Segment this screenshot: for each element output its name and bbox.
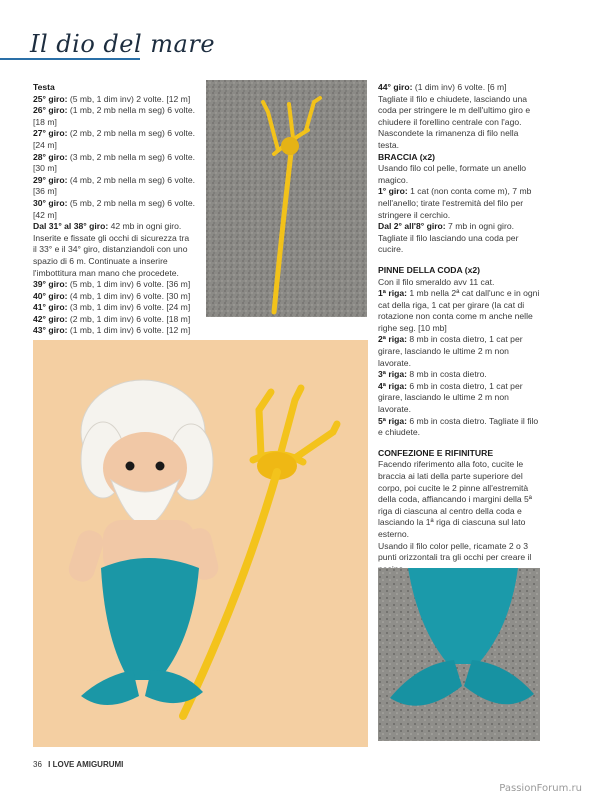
section-heading: CONFEZIONE E RIFINITURE [378,447,494,458]
row-text: Inserite e fissate gli occhi di sicurezza tra il 33° e il 34° giro, distanziandoli con uno spazio di 6 m. Continuate a inserire l'imbottitura man mano che procedete. [33,232,190,278]
row-text: Con il filo smeraldo avv 11 cat. [378,276,495,287]
row-text: (1 mb, 1 dim inv) 6 volte. [12 m] [67,325,191,336]
instruction-row [378,233,540,256]
instruction-row [33,94,195,106]
row-text: (2 mb, 1 dim inv) 6 volte. [18 m] [67,313,191,324]
row-text: (5 mb, 1 dim inv) 6 volte. [36 m] [67,279,191,290]
instruction-row [33,221,195,233]
instruction-row [33,325,195,337]
left-text-column [33,82,195,337]
row-label: 39° giro: [33,279,68,290]
row-text: 8 mb in costa dietro. [406,369,487,380]
row-label: 1ª riga: [378,288,407,299]
instruction-row [378,82,540,94]
row-text: 7 mb in ogni giro. [445,221,514,232]
instruction-row [378,221,540,233]
instruction-row [33,279,195,291]
photo-trident-on-sand [206,80,367,317]
row-text: Tagliate il filo e chiudete, lasciando una coda per stringere le m dell'ultimo giro e chiudere il forellino centrale con l'ago. Nascondete la rimanenza di filo nella testa. [378,93,531,150]
instruction-row [33,152,195,175]
row-label: 40° giro: [33,290,68,301]
row-text: 8 mb in costa dietro, 1 cat per girare, lasciando le ultime 2 m non lavorate. [378,334,523,368]
row-label: 28° giro: [33,151,68,162]
instruction-row [33,291,195,303]
row-label: 27° giro: [33,128,68,139]
row-text: Usando filo col pelle, formate un anello magico. [378,163,527,185]
row-text: Facendo riferimento alla foto, cucite le braccia ai lati della parte superiore del corpo, poi cucite le 2 pinne all'estremità della coda, affiancando i margini della 5ª riga di ciascuna al centro della coda e lasciando la 1ª riga di ciascuna sul lato esterno. [378,459,532,539]
row-label: Dal 31° al 38° giro: [33,221,109,232]
row-text: (4 mb, 1 dim inv) 6 volte. [30 m] [67,290,191,301]
section-heading: PINNE DELLA CODA (x2) [378,264,481,275]
instruction-row [378,277,540,289]
row-label: 2ª riga: [378,334,407,345]
row-text: Tagliate il filo lasciando una coda per cucire. [378,232,519,255]
row-label: 26° giro: [33,105,68,116]
watermark: PassionForum.ru [499,783,582,794]
instruction-row [378,334,540,369]
instruction-row [378,163,540,186]
instruction-row [378,288,540,334]
row-label: 25° giro: [33,93,68,104]
instruction-row [33,128,195,151]
instruction-row [33,175,195,198]
instruction-row [378,381,540,416]
page-title: Il dio del mare [30,30,216,58]
row-label: 42° giro: [33,313,68,324]
row-label: 43° giro: [33,325,68,336]
page-number: 36 [33,760,42,769]
row-text: 42 mb in ogni giro. [108,221,182,232]
row-text: (1 dim inv) 6 volte. [6 m] [412,82,507,92]
instruction-row [378,416,540,439]
row-label: 29° giro: [33,174,68,185]
row-label: 1° giro: [378,186,408,197]
instruction-list [378,82,540,152]
row-text: (5 mb, 2 mb nella m seg) 6 volte. [42 m] [33,197,196,220]
instruction-row [378,459,540,540]
instruction-list [33,94,195,337]
instruction-row [33,302,195,314]
row-text: 1 mb nella 2ª cat dall'unc e in ogni cat della riga, 1 cat per girare (la cat di rotazione non conta come m anche nelle righe seg. [10 mb] [378,288,540,333]
row-text: (2 mb, 2 mb nella m seg) 6 volte. [24 m] [33,128,196,150]
row-text: 6 mb in costa dietro. Tagliate il filo e chiudete. [378,415,539,438]
magazine-name: I LOVE AMIGURUMI [48,760,124,769]
row-label: Dal 2° all'8° giro: [378,221,446,232]
instruction-row [378,186,540,221]
instruction-row [33,105,195,128]
row-text: Usando il filo color pelle, ricamate 2 o 3 punti orizzontali tra gli occhi per creare il [378,540,532,563]
row-text: 1 cat (non conta come m), 7 mb nell'anello; tirate l'estremità del filo per stringere il cerchio. [378,186,532,220]
row-label: 44° giro: [378,82,413,92]
photo-tail-closeup [378,568,540,741]
row-text: (1 mb, 2 mb nella m seg) 6 volte. [18 m] [33,105,196,127]
row-text: 6 mb in costa dietro, 1 cat per girare, lasciando le ultime 2 m non lavorate. [378,380,523,415]
instruction-row [33,198,195,221]
row-text: (5 mb, 1 dim inv) 2 volte. [12 m] [67,93,191,104]
right-text-column [378,82,540,587]
row-text: (3 mb, 1 dim inv) 6 volte. [24 m] [67,302,191,313]
row-label: 41° giro: [33,302,68,313]
row-text: (4 mb, 2 mb nella m seg) 6 volte. [36 m] [33,174,196,197]
row-label: 4ª riga: [378,380,407,391]
section-heading: BRACCIA (x2) [378,151,435,162]
section-heading-testa: Testa [33,82,55,92]
row-label: 5ª riga: [378,415,407,426]
page-footer [33,760,123,769]
instruction-row [378,369,540,381]
row-label: 3ª riga: [378,369,407,380]
title-underline [0,58,140,60]
instruction-row [33,233,195,279]
row-text: (3 mb, 2 mb nella m seg) 6 volte. [30 m] [33,151,196,174]
photo-sea-god-amigurumi [33,340,368,747]
sections-container [378,152,540,587]
instruction-row [33,314,195,326]
instruction-row [378,94,540,152]
row-label: 30° giro: [33,197,68,208]
